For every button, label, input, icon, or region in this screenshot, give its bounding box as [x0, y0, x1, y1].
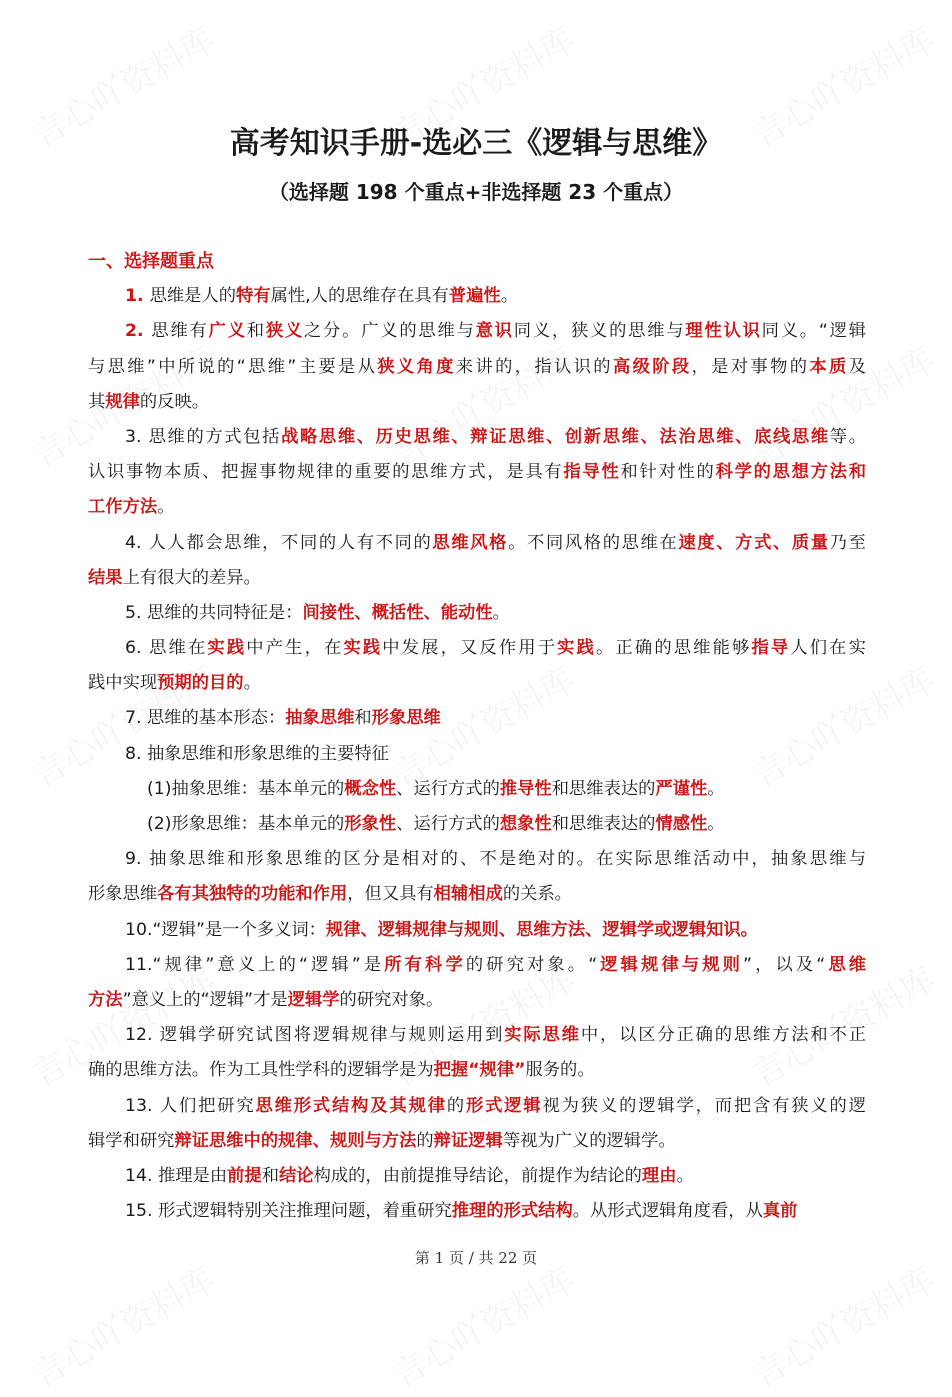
- body-text: 11.“规律”意义上的“逻辑”是: [125, 954, 385, 975]
- highlighted-keyword: 情感性: [655, 814, 708, 834]
- body-text: 思维有: [151, 321, 209, 342]
- highlighted-keyword: 实践: [207, 638, 247, 659]
- body-text: 。从形式逻辑角度看，从: [572, 1201, 763, 1222]
- body-text: 中，以区分正确的思维方法和不正: [580, 1025, 866, 1046]
- body-text: 乃至: [829, 532, 866, 553]
- document-body: [88, 244, 866, 1229]
- text-line: [88, 877, 866, 912]
- highlighted-keyword: 广义: [208, 321, 247, 342]
- highlighted-keyword: 意识: [475, 321, 514, 342]
- numbered-item-paragraph: [88, 1194, 866, 1229]
- text-line: [88, 1018, 866, 1053]
- numbered-item-paragraph: [88, 314, 866, 420]
- body-text: 的: [446, 1095, 466, 1116]
- body-text: 服务的。: [525, 1060, 595, 1081]
- highlighted-keyword: 2.: [125, 321, 152, 342]
- body-text: 与思维”中所说的“思维”主要是从: [88, 356, 378, 377]
- text-line: [88, 350, 866, 385]
- page-title: 高考知识手册-选必三《逻辑与思维》: [229, 126, 723, 161]
- numbered-item-paragraph: [88, 701, 866, 736]
- highlighted-keyword: 逻辑学: [287, 989, 340, 1010]
- numbered-item-paragraph: [88, 1159, 866, 1194]
- highlighted-keyword: 形象思维: [371, 708, 441, 729]
- watermark-text: [21, 1252, 222, 1396]
- text-line: [88, 279, 866, 314]
- body-text: 、运行方式的: [396, 778, 500, 799]
- highlighted-keyword: 理性认识: [685, 321, 762, 342]
- body-text: (2)形象思维：基本单元的: [147, 814, 345, 834]
- text-line: [88, 983, 866, 1018]
- text-line: [88, 737, 866, 772]
- highlighted-keyword: 指导: [751, 638, 791, 659]
- body-text: 的关系。: [502, 884, 572, 905]
- text-line: [88, 666, 866, 701]
- body-text: 和: [354, 708, 372, 729]
- highlighted-keyword: 前提: [227, 1165, 262, 1186]
- body-text: 。: [243, 673, 261, 694]
- numbered-item-paragraph: [88, 1089, 866, 1159]
- highlighted-keyword: 严谨性: [655, 778, 708, 799]
- numbered-item-paragraph: [88, 526, 866, 596]
- body-text: 人们在实: [790, 638, 866, 659]
- body-text: 15. 形式逻辑特别关注推理问题，着重研究: [125, 1201, 452, 1222]
- body-text: 8. 抽象思维和形象思维的主要特征: [125, 743, 389, 764]
- numbered-item-paragraph: [88, 1018, 866, 1088]
- highlighted-keyword: 速度、方式、质量: [678, 532, 830, 553]
- body-text: 。: [157, 497, 175, 518]
- numbered-item-paragraph: [88, 420, 866, 526]
- highlighted-keyword: 狭义角度: [377, 356, 456, 377]
- highlighted-keyword: 预期的目的: [157, 673, 244, 694]
- text-line: [88, 526, 866, 561]
- body-text: 的研究对象。“: [465, 954, 598, 975]
- highlighted-keyword: 狭义: [265, 321, 304, 342]
- body-text: 的: [416, 1130, 434, 1151]
- highlighted-keyword: 想象性: [499, 814, 552, 834]
- body-text: 。正确的思维能够: [596, 638, 752, 659]
- body-text: 。: [676, 1165, 694, 1186]
- body-text: 。: [707, 778, 725, 799]
- highlighted-keyword: 形式逻辑: [465, 1095, 543, 1116]
- body-text: 9. 抽象思维和形象思维的区分是相对的、不是绝对的。在实际思维活动中，抽象思维与: [125, 849, 866, 870]
- text-line: [88, 807, 866, 842]
- highlighted-keyword: 辩证逻辑: [433, 1130, 503, 1151]
- body-text: 和: [246, 321, 266, 342]
- body-text: 之分。广义的思维与: [303, 321, 476, 342]
- body-text: 中产生，在: [246, 638, 344, 659]
- highlighted-keyword: 推理的形式结构: [451, 1201, 573, 1222]
- highlighted-keyword: 方法: [88, 989, 123, 1010]
- body-text: 、运行方式的: [396, 814, 500, 834]
- body-text: 视为狭义的逻辑学，而把含有狭义的逻: [542, 1095, 866, 1116]
- body-text: 确的思维方法。作为工具性学科的逻辑学是为: [88, 1060, 434, 1081]
- highlighted-keyword: 抽象思维: [285, 708, 355, 729]
- sub-item-paragraph: [88, 772, 866, 807]
- highlighted-keyword: 1.: [125, 286, 150, 307]
- body-text: 构成的，由前提推导结论，前提作为结论的: [313, 1165, 642, 1186]
- text-line: [88, 1194, 866, 1229]
- text-line: [88, 1159, 866, 1194]
- highlighted-keyword: 相辅相成: [433, 884, 503, 905]
- highlighted-keyword: 特有: [236, 286, 271, 307]
- highlighted-keyword: 理由: [641, 1165, 677, 1186]
- text-line: [88, 1124, 866, 1159]
- body-text: 其: [88, 391, 106, 412]
- body-text: 中发展，又反作用于: [382, 638, 558, 659]
- body-text: 4. 人人都会思维，不同的人有不同的: [125, 532, 433, 553]
- body-text: 12. 逻辑学研究试图将逻辑规律与规则运用到: [125, 1025, 505, 1046]
- section-heading: 一、选择题重点: [88, 251, 214, 272]
- highlighted-keyword: 真前: [762, 1201, 798, 1222]
- page-number-footer: 第 1 页 / 共 22 页: [414, 1249, 538, 1267]
- body-text: 13. 人们把研究: [125, 1095, 256, 1116]
- body-text: 和思维表达的: [551, 778, 656, 799]
- highlighted-keyword: 规律、逻辑规律与规则、思维方法、逻辑学或逻辑知识。: [325, 919, 758, 940]
- watermark-text: [381, 1252, 582, 1396]
- highlighted-keyword: 普遍性: [448, 286, 501, 307]
- body-text: 及: [848, 356, 866, 377]
- highlighted-keyword: 规律: [105, 391, 140, 412]
- text-line: [88, 842, 866, 877]
- highlighted-keyword: 实践: [343, 638, 383, 659]
- body-text: 6. 思维在: [125, 638, 208, 659]
- body-text: ，是对事物的: [691, 356, 810, 377]
- highlighted-keyword: 本质: [809, 356, 849, 377]
- body-text: 思维是人的: [149, 286, 237, 307]
- body-text: 辑学和研究: [88, 1130, 175, 1151]
- numbered-item-paragraph: [88, 842, 866, 912]
- highlighted-keyword: 工作方法: [88, 497, 158, 518]
- highlighted-keyword: 思维风格: [432, 532, 509, 553]
- text-line: [88, 455, 866, 490]
- highlighted-keyword: 推导性: [499, 778, 552, 799]
- text-line: [88, 490, 866, 525]
- highlighted-keyword: 逻辑规律与规则: [597, 954, 744, 975]
- text-line: [88, 948, 866, 983]
- numbered-item-paragraph: [88, 737, 866, 772]
- highlighted-keyword: 辩证思维中的规律、规则与方法: [174, 1130, 417, 1151]
- body-text: 形象思维: [88, 884, 158, 905]
- body-text: 同义，狭义的思维与: [513, 321, 686, 342]
- body-text: 14. 推理是由: [125, 1165, 228, 1186]
- numbered-item-paragraph: [88, 631, 866, 701]
- text-line: [88, 701, 866, 736]
- body-text: 。: [707, 814, 725, 834]
- highlighted-keyword: 形象性: [344, 814, 397, 834]
- body-text: 。: [492, 602, 510, 623]
- text-line: [88, 314, 866, 349]
- body-text: 属性,人的思维存在具有: [270, 286, 449, 307]
- body-text: 践中实现: [88, 673, 158, 694]
- text-line: [88, 596, 866, 631]
- text-line: [88, 1089, 866, 1124]
- text-line: [88, 772, 866, 807]
- numbered-item-paragraph: [88, 596, 866, 631]
- body-text: 。不同风格的思维在: [508, 532, 679, 553]
- body-text: 7. 思维的基本形态：: [125, 708, 286, 729]
- body-text: 上有很大的差异。: [122, 567, 261, 588]
- body-text: 等视为广义的逻辑学。: [502, 1130, 676, 1151]
- highlighted-keyword: 战略思维、历史思维、辩证思维、创新思维、法治思维、底线思维: [281, 426, 830, 447]
- body-text: 认识事物本质、把握事物规律的重要的思维方式，是具有: [88, 462, 564, 483]
- body-text: 。: [500, 286, 519, 307]
- highlighted-keyword: 指导性: [563, 462, 621, 483]
- highlighted-keyword: 思维: [825, 954, 867, 975]
- highlighted-keyword: 科学的思想方法和: [715, 462, 866, 483]
- watermark-text: [741, 1252, 942, 1396]
- body-text: 5. 思维的共同特征是：: [125, 602, 303, 623]
- body-text: (1)抽象思维：基本单元的: [147, 778, 345, 799]
- text-line: [88, 1053, 866, 1088]
- highlighted-keyword: 实践: [557, 638, 597, 659]
- body-text: ”，以及“: [743, 954, 826, 975]
- highlighted-keyword: 各有其独特的功能和作用: [157, 884, 348, 905]
- body-text: 来讲的，指认识的: [455, 356, 613, 377]
- text-line: [88, 385, 866, 420]
- body-text: ”意义上的“逻辑”才是: [122, 989, 288, 1010]
- body-text: 和思维表达的: [551, 814, 656, 834]
- highlighted-keyword: 概念性: [344, 778, 397, 799]
- highlighted-keyword: 所有科学: [384, 954, 466, 975]
- highlighted-keyword: 间接性、概括性、能动性: [302, 602, 493, 623]
- highlighted-keyword: 高级阶段: [612, 356, 692, 377]
- highlighted-keyword: 把握“规律”: [433, 1060, 526, 1081]
- page-subtitle: （选择题 198 个重点+非选择题 23 个重点）: [268, 180, 684, 204]
- body-text: 和: [261, 1165, 279, 1186]
- body-text: 同义。“逻辑: [761, 321, 866, 342]
- body-text: 3. 思维的方式包括: [125, 426, 282, 447]
- numbered-item-paragraph: [88, 913, 866, 948]
- text-line: [88, 561, 866, 596]
- body-text: 和针对性的: [620, 462, 716, 483]
- text-line: [88, 913, 866, 948]
- highlighted-keyword: 结论: [278, 1165, 314, 1186]
- highlighted-keyword: 思维形式结构及其规律: [255, 1095, 447, 1116]
- highlighted-keyword: 实际思维: [504, 1025, 581, 1046]
- body-text: 的反映。: [139, 391, 210, 412]
- body-text: ，但又具有: [347, 884, 434, 905]
- sub-item-paragraph: [88, 807, 866, 842]
- numbered-item-paragraph: [88, 948, 866, 1018]
- body-text: 10.“逻辑”是一个多义词：: [125, 919, 326, 940]
- body-text: 的研究对象。: [339, 989, 444, 1010]
- text-line: [88, 631, 866, 666]
- highlighted-keyword: 结果: [88, 567, 123, 588]
- numbered-item-paragraph: [88, 279, 866, 314]
- body-text: 等。: [829, 426, 866, 447]
- text-line: [88, 420, 866, 455]
